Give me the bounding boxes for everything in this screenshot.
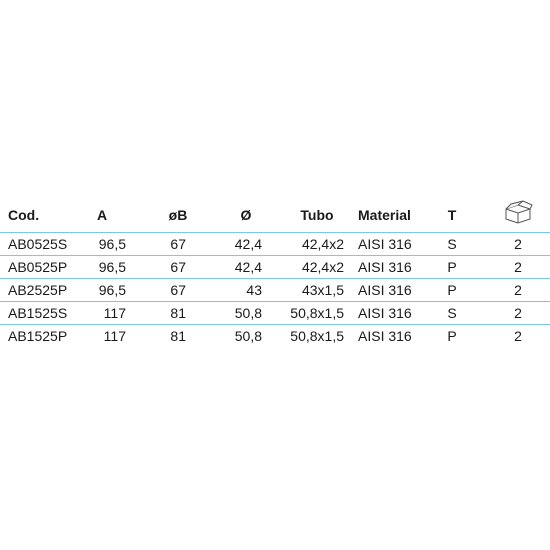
cell-tubo: 50,8x1,5	[290, 305, 344, 321]
cell-diameter: 42,4	[234, 259, 262, 275]
header-a: A	[96, 207, 108, 223]
cell-tubo: 43x1,5	[301, 282, 344, 298]
header-ob: øB	[168, 207, 188, 223]
cell-t: S	[447, 236, 457, 252]
cell-ob: 81	[170, 305, 186, 321]
cell-material: AISI 316	[358, 328, 412, 344]
cell-material: AISI 316	[358, 236, 412, 252]
cell-diameter: 50,8	[234, 328, 262, 344]
cell-cod: AB1525P	[8, 328, 68, 344]
cell-t: P	[447, 328, 457, 344]
box-icon	[498, 200, 538, 226]
cell-qty: 2	[514, 236, 522, 252]
header-cod: Cod.	[8, 207, 40, 223]
cell-diameter: 50,8	[234, 305, 262, 321]
cell-tubo: 42,4x2	[301, 236, 344, 252]
cell-qty: 2	[514, 282, 522, 298]
cell-cod: AB0525S	[8, 236, 68, 252]
cell-a: 117	[103, 328, 126, 344]
table-row	[0, 301, 550, 324]
cell-t: P	[447, 282, 457, 298]
table-row	[0, 278, 550, 301]
cell-a: 117	[103, 305, 126, 321]
cell-diameter: 42,4	[234, 236, 262, 252]
cell-cod: AB0525P	[8, 259, 68, 275]
cell-ob: 67	[170, 282, 186, 298]
cell-material: AISI 316	[358, 305, 412, 321]
header-diameter: Ø	[240, 207, 252, 223]
header-t: T	[447, 207, 457, 223]
cell-ob: 67	[170, 259, 186, 275]
box-icon-svg	[503, 200, 533, 224]
cell-tubo: 42,4x2	[301, 259, 344, 275]
table-header	[0, 196, 550, 232]
cell-t: P	[447, 259, 457, 275]
cell-qty: 2	[514, 259, 522, 275]
cell-material: AISI 316	[358, 259, 412, 275]
header-tubo: Tubo	[300, 207, 334, 223]
table-row	[0, 232, 550, 255]
table-row	[0, 324, 550, 347]
cell-diameter: 43	[246, 282, 262, 298]
cell-t: S	[447, 305, 457, 321]
cell-cod: AB1525S	[8, 305, 68, 321]
cell-a: 96,5	[98, 236, 126, 252]
cell-a: 96,5	[98, 282, 126, 298]
cell-ob: 81	[170, 328, 186, 344]
cell-qty: 2	[514, 305, 522, 321]
table-body	[0, 232, 550, 347]
header-material: Material	[358, 207, 411, 223]
table-row	[0, 255, 550, 278]
cell-a: 96,5	[98, 259, 126, 275]
cell-ob: 67	[170, 236, 186, 252]
cell-tubo: 50,8x1,5	[290, 328, 344, 344]
spec-table	[0, 196, 550, 347]
cell-cod: AB2525P	[8, 282, 68, 298]
cell-material: AISI 316	[358, 282, 412, 298]
cell-qty: 2	[514, 328, 522, 344]
